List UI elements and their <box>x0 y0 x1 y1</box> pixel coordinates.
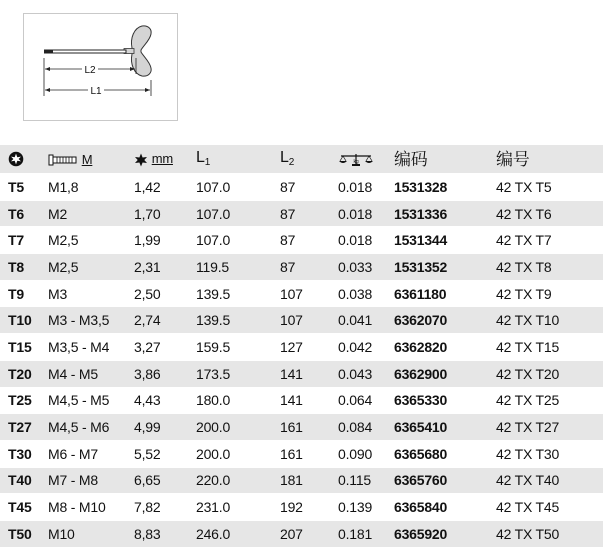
table-row <box>0 227 603 254</box>
torx-icon <box>8 151 24 167</box>
cell-code: 6362070 <box>394 307 496 334</box>
cell-number: 42 TX T30 <box>496 440 603 467</box>
cell-code: 1531328 <box>394 174 496 201</box>
cell-l1: 139.5 <box>196 280 280 307</box>
header-number: 编号 <box>496 145 603 174</box>
cell-tip-size: 8,83 <box>134 520 196 546</box>
cell-torx-size: T27 <box>0 414 48 441</box>
cell-weight: 0.090 <box>338 440 394 467</box>
cell-l2: 87 <box>280 200 338 227</box>
table-row <box>0 414 603 441</box>
cell-number: 42 TX T20 <box>496 360 603 387</box>
cell-torx-size: T15 <box>0 334 48 361</box>
cell-l2: 87 <box>280 227 338 254</box>
cell-weight: 0.064 <box>338 387 394 414</box>
cell-weight: 0.181 <box>338 520 394 546</box>
table-row <box>0 174 603 201</box>
l1-dimension-label: L1 <box>90 86 102 97</box>
header-code: 编码 <box>394 145 496 174</box>
cell-number: 42 TX T6 <box>496 200 603 227</box>
cell-code: 6362900 <box>394 360 496 387</box>
cell-l1: 107.0 <box>196 200 280 227</box>
cell-l1: 119.5 <box>196 254 280 281</box>
cell-l1: 246.0 <box>196 520 280 546</box>
cell-l1: 180.0 <box>196 387 280 414</box>
t-handle-screwdriver-icon <box>24 14 177 120</box>
cell-code: 6365840 <box>394 494 496 521</box>
cell-l1: 107.0 <box>196 174 280 201</box>
cell-code: 1531344 <box>394 227 496 254</box>
cell-torx-size: T20 <box>0 360 48 387</box>
cell-l2: 87 <box>280 254 338 281</box>
cell-thread: M4,5 - M5 <box>48 387 134 414</box>
cell-l1: 231.0 <box>196 494 280 521</box>
cell-torx-size: T6 <box>0 200 48 227</box>
cell-number: 42 TX T27 <box>496 414 603 441</box>
cell-thread: M2,5 <box>48 227 134 254</box>
cell-thread: M3 - M3,5 <box>48 307 134 334</box>
cell-l1: 139.5 <box>196 307 280 334</box>
cell-torx-size: T40 <box>0 467 48 494</box>
cell-weight: 0.033 <box>338 254 394 281</box>
cell-weight: 0.139 <box>338 494 394 521</box>
cell-l2: 107 <box>280 307 338 334</box>
table-row <box>0 360 603 387</box>
header-l2: $L_2$ <box>280 145 338 174</box>
cell-l1: 159.5 <box>196 334 280 361</box>
cell-l2: 141 <box>280 360 338 387</box>
cell-code: 6365680 <box>394 440 496 467</box>
cell-number: 42 TX T9 <box>496 280 603 307</box>
cell-number: 42 TX T25 <box>496 387 603 414</box>
cell-torx-size: T30 <box>0 440 48 467</box>
cell-number: 42 TX T45 <box>496 494 603 521</box>
table-row <box>0 200 603 227</box>
cell-torx-size: T8 <box>0 254 48 281</box>
cell-tip-size: 4,43 <box>134 387 196 414</box>
torx-star-icon <box>134 153 148 167</box>
cell-weight: 0.018 <box>338 227 394 254</box>
cell-thread: M2,5 <box>48 254 134 281</box>
cell-l2: 161 <box>280 440 338 467</box>
cell-thread: M7 - M8 <box>48 467 134 494</box>
cell-code: 6365330 <box>394 387 496 414</box>
cell-weight: 0.042 <box>338 334 394 361</box>
table-row <box>0 307 603 334</box>
cell-torx-size: T50 <box>0 520 48 546</box>
cell-weight: 0.018 <box>338 200 394 227</box>
cell-weight: 0.084 <box>338 414 394 441</box>
cell-weight: 0.038 <box>338 280 394 307</box>
cell-l1: 107.0 <box>196 227 280 254</box>
cell-tip-size: 1,42 <box>134 174 196 201</box>
cell-torx-size: T10 <box>0 307 48 334</box>
cell-tip-size: 7,82 <box>134 494 196 521</box>
header-tip-size <box>134 145 196 174</box>
header-torx-size <box>0 145 48 174</box>
cell-l2: 207 <box>280 520 338 546</box>
cell-weight: 0.043 <box>338 360 394 387</box>
cell-tip-size: 3,27 <box>134 334 196 361</box>
table-row <box>0 467 603 494</box>
cell-l1: 220.0 <box>196 467 280 494</box>
cell-code: 6365920 <box>394 520 496 546</box>
cell-tip-size: 2,74 <box>134 307 196 334</box>
cell-tip-size: 2,31 <box>134 254 196 281</box>
cell-thread: M4,5 - M6 <box>48 414 134 441</box>
cell-l1: 173.5 <box>196 360 280 387</box>
cell-weight: 0.115 <box>338 467 394 494</box>
table-row <box>0 520 603 546</box>
tool-drawing <box>23 13 178 121</box>
cell-thread: M3 <box>48 280 134 307</box>
cell-number: 42 TX T40 <box>496 467 603 494</box>
cell-number: 42 TX T50 <box>496 520 603 546</box>
cell-thread: M8 - M10 <box>48 494 134 521</box>
cell-number: 42 TX T10 <box>496 307 603 334</box>
l2-dimension-label: L2 <box>84 65 96 76</box>
table-row <box>0 280 603 307</box>
cell-tip-size: 1,99 <box>134 227 196 254</box>
cell-tip-size: 6,65 <box>134 467 196 494</box>
header-thread <box>48 145 134 174</box>
header-l1: $L_1$ <box>196 145 280 174</box>
table-row <box>0 387 603 414</box>
cell-torx-size: T7 <box>0 227 48 254</box>
cell-l2: 127 <box>280 334 338 361</box>
cell-l2: 192 <box>280 494 338 521</box>
cell-code: 1531336 <box>394 200 496 227</box>
cell-l1: 200.0 <box>196 440 280 467</box>
cell-code: 1531352 <box>394 254 496 281</box>
cell-torx-size: T45 <box>0 494 48 521</box>
header-weight <box>338 145 394 174</box>
size-unit-label: mm <box>151 151 173 167</box>
screw-icon <box>48 154 78 166</box>
cell-thread: M10 <box>48 520 134 546</box>
cell-number: 42 TX T5 <box>496 174 603 201</box>
cell-thread: M6 - M7 <box>48 440 134 467</box>
cell-torx-size: T5 <box>0 174 48 201</box>
cell-number: 42 TX T8 <box>496 254 603 281</box>
cell-number: 42 TX T15 <box>496 334 603 361</box>
cell-torx-size: T9 <box>0 280 48 307</box>
cell-weight: 0.018 <box>338 174 394 201</box>
cell-tip-size: 2,50 <box>134 280 196 307</box>
cell-l2: 181 <box>280 467 338 494</box>
cell-l2: 107 <box>280 280 338 307</box>
thread-unit-label: M <box>81 151 93 167</box>
table-header-row <box>0 145 603 174</box>
cell-code: 6362820 <box>394 334 496 361</box>
cell-torx-size: T25 <box>0 387 48 414</box>
cell-l2: 87 <box>280 174 338 201</box>
cell-number: 42 TX T7 <box>496 227 603 254</box>
table-row <box>0 334 603 361</box>
cell-thread: M3,5 - M4 <box>48 334 134 361</box>
table-row <box>0 494 603 521</box>
cell-l2: 161 <box>280 414 338 441</box>
table-row <box>0 440 603 467</box>
cell-thread: M4 - M5 <box>48 360 134 387</box>
weight-unit-label: kg <box>353 158 359 165</box>
scale-icon <box>338 153 374 167</box>
cell-code: 6361180 <box>394 280 496 307</box>
cell-thread: M2 <box>48 200 134 227</box>
cell-tip-size: 5,52 <box>134 440 196 467</box>
cell-l1: 200.0 <box>196 414 280 441</box>
cell-tip-size: 1,70 <box>134 200 196 227</box>
table-row <box>0 254 603 281</box>
cell-code: 6365410 <box>394 414 496 441</box>
cell-l2: 141 <box>280 387 338 414</box>
spec-table <box>0 145 603 547</box>
cell-tip-size: 4,99 <box>134 414 196 441</box>
cell-thread: M1,8 <box>48 174 134 201</box>
cell-tip-size: 3,86 <box>134 360 196 387</box>
cell-weight: 0.041 <box>338 307 394 334</box>
cell-code: 6365760 <box>394 467 496 494</box>
